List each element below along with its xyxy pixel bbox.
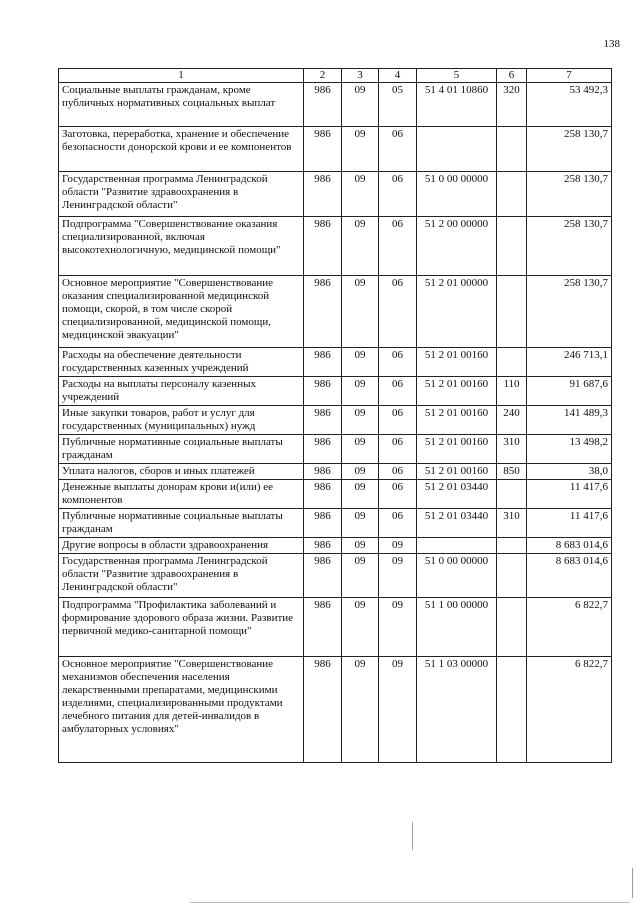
row-section-code: 09 xyxy=(342,348,379,377)
table-row xyxy=(59,657,612,763)
column-header: 7 xyxy=(527,69,612,83)
table-row xyxy=(59,538,612,554)
scan-artifact xyxy=(190,902,630,903)
row-expense-type xyxy=(497,276,527,348)
row-ministry-code: 986 xyxy=(304,83,342,127)
row-expense-type: 110 xyxy=(497,377,527,406)
row-amount: 258 130,7 xyxy=(527,127,612,172)
row-amount: 258 130,7 xyxy=(527,217,612,276)
row-amount: 11 417,6 xyxy=(527,480,612,509)
row-name: Заготовка, переработка, хранение и обеспечение безопасности донорской крови и ее компонентов xyxy=(59,127,304,172)
row-name: Расходы на обеспечение деятельности государственных казенных учреждений xyxy=(59,348,304,377)
table-row xyxy=(59,509,612,538)
column-header: 1 xyxy=(59,69,304,83)
row-section-code: 09 xyxy=(342,406,379,435)
row-section-code: 09 xyxy=(342,657,379,763)
row-name: Денежные выплаты донорам крови и(или) ее компонентов xyxy=(59,480,304,509)
row-name: Публичные нормативные социальные выплаты гражданам xyxy=(59,509,304,538)
column-header: 6 xyxy=(497,69,527,83)
row-name: Уплата налогов, сборов и иных платежей xyxy=(59,464,304,480)
row-subsection-code: 06 xyxy=(379,480,417,509)
row-name: Государственная программа Ленинградской области "Развитие здравоохранения в Ленинградской области" xyxy=(59,554,304,598)
row-target-article xyxy=(417,127,497,172)
row-section-code: 09 xyxy=(342,598,379,657)
table-row xyxy=(59,554,612,598)
row-subsection-code: 06 xyxy=(379,509,417,538)
row-ministry-code: 986 xyxy=(304,217,342,276)
row-name: Публичные нормативные социальные выплаты гражданам xyxy=(59,435,304,464)
row-amount: 258 130,7 xyxy=(527,172,612,217)
row-subsection-code: 06 xyxy=(379,172,417,217)
row-section-code: 09 xyxy=(342,217,379,276)
row-subsection-code: 06 xyxy=(379,348,417,377)
row-ministry-code: 986 xyxy=(304,348,342,377)
row-amount: 38,0 xyxy=(527,464,612,480)
table-row xyxy=(59,480,612,509)
row-name: Социальные выплаты гражданам, кроме публичных нормативных социальных выплат xyxy=(59,83,304,127)
row-name: Основное мероприятие "Совершенствование оказания специализированной медицинской помощи, скорой, в том числе скорой специализированной, медицинской помощи, медицинской эвакуации" xyxy=(59,276,304,348)
row-section-code: 09 xyxy=(342,172,379,217)
row-amount: 11 417,6 xyxy=(527,509,612,538)
row-section-code: 09 xyxy=(342,509,379,538)
row-subsection-code: 06 xyxy=(379,377,417,406)
row-amount: 258 130,7 xyxy=(527,276,612,348)
row-ministry-code: 986 xyxy=(304,406,342,435)
row-section-code: 09 xyxy=(342,435,379,464)
row-amount: 6 822,7 xyxy=(527,657,612,763)
row-expense-type xyxy=(497,172,527,217)
row-target-article: 51 2 01 00000 xyxy=(417,276,497,348)
row-subsection-code: 09 xyxy=(379,657,417,763)
row-expense-type: 320 xyxy=(497,83,527,127)
row-target-article: 51 2 00 00000 xyxy=(417,217,497,276)
row-ministry-code: 986 xyxy=(304,480,342,509)
row-amount: 8 683 014,6 xyxy=(527,554,612,598)
row-expense-type xyxy=(497,127,527,172)
row-name: Другие вопросы в области здравоохранения xyxy=(59,538,304,554)
row-amount: 246 713,1 xyxy=(527,348,612,377)
row-expense-type xyxy=(497,598,527,657)
row-amount: 8 683 014,6 xyxy=(527,538,612,554)
row-section-code: 09 xyxy=(342,480,379,509)
row-ministry-code: 986 xyxy=(304,127,342,172)
row-name: Расходы на выплаты персоналу казенных учреждений xyxy=(59,377,304,406)
row-expense-type: 310 xyxy=(497,435,527,464)
row-subsection-code: 06 xyxy=(379,127,417,172)
row-amount: 53 492,3 xyxy=(527,83,612,127)
column-header: 4 xyxy=(379,69,417,83)
row-target-article: 51 1 03 00000 xyxy=(417,657,497,763)
table-row xyxy=(59,172,612,217)
row-name: Иные закупки товаров, работ и услуг для государственных (муниципальных) нужд xyxy=(59,406,304,435)
table-row xyxy=(59,348,612,377)
row-section-code: 09 xyxy=(342,83,379,127)
row-subsection-code: 09 xyxy=(379,554,417,598)
row-ministry-code: 986 xyxy=(304,509,342,538)
row-subsection-code: 09 xyxy=(379,538,417,554)
row-ministry-code: 986 xyxy=(304,377,342,406)
row-ministry-code: 986 xyxy=(304,464,342,480)
row-name: Государственная программа Ленинградской области "Развитие здравоохранения в Ленинградской области" xyxy=(59,172,304,217)
row-subsection-code: 06 xyxy=(379,276,417,348)
table-row xyxy=(59,598,612,657)
row-amount: 6 822,7 xyxy=(527,598,612,657)
row-subsection-code: 06 xyxy=(379,406,417,435)
row-expense-type xyxy=(497,554,527,598)
row-subsection-code: 09 xyxy=(379,598,417,657)
row-target-article: 51 4 01 10860 xyxy=(417,83,497,127)
budget-table xyxy=(58,68,612,763)
row-expense-type xyxy=(497,538,527,554)
row-amount: 91 687,6 xyxy=(527,377,612,406)
table-row xyxy=(59,377,612,406)
row-ministry-code: 986 xyxy=(304,657,342,763)
table-row xyxy=(59,464,612,480)
row-ministry-code: 986 xyxy=(304,172,342,217)
row-target-article: 51 2 01 00160 xyxy=(417,406,497,435)
row-expense-type xyxy=(497,348,527,377)
row-target-article: 51 0 00 00000 xyxy=(417,554,497,598)
row-subsection-code: 06 xyxy=(379,435,417,464)
column-header: 3 xyxy=(342,69,379,83)
row-subsection-code: 06 xyxy=(379,217,417,276)
table-row xyxy=(59,83,612,127)
table-row xyxy=(59,127,612,172)
row-target-article: 51 2 01 03440 xyxy=(417,480,497,509)
scan-artifact xyxy=(632,868,633,898)
row-section-code: 09 xyxy=(342,554,379,598)
row-section-code: 09 xyxy=(342,127,379,172)
row-name: Подпрограмма "Совершенствование оказания специализированной, включая высокотехнологичную, медицинской помощи" xyxy=(59,217,304,276)
row-expense-type: 240 xyxy=(497,406,527,435)
row-target-article: 51 0 00 00000 xyxy=(417,172,497,217)
row-target-article: 51 2 01 03440 xyxy=(417,509,497,538)
row-ministry-code: 986 xyxy=(304,554,342,598)
row-ministry-code: 986 xyxy=(304,598,342,657)
row-ministry-code: 986 xyxy=(304,538,342,554)
column-header: 2 xyxy=(304,69,342,83)
row-subsection-code: 05 xyxy=(379,83,417,127)
table-header-row xyxy=(59,69,612,83)
row-name: Подпрограмма "Профилактика заболеваний и формирование здорового образа жизни. Развитие первичной медико-санитарной помощи" xyxy=(59,598,304,657)
table-row xyxy=(59,435,612,464)
row-section-code: 09 xyxy=(342,464,379,480)
table-row xyxy=(59,217,612,276)
row-name: Основное мероприятие "Совершенствование механизмов обеспечения населения лекарственными препаратами, медицинскими изделиями, специализированными продуктами лечебного питания для детей-инвалидов в амбулаторных условиях" xyxy=(59,657,304,763)
row-target-article: 51 2 01 00160 xyxy=(417,377,497,406)
scan-artifact xyxy=(412,822,413,850)
row-ministry-code: 986 xyxy=(304,435,342,464)
table-row xyxy=(59,276,612,348)
row-section-code: 09 xyxy=(342,377,379,406)
row-amount: 141 489,3 xyxy=(527,406,612,435)
row-subsection-code: 06 xyxy=(379,464,417,480)
row-ministry-code: 986 xyxy=(304,276,342,348)
row-expense-type: 310 xyxy=(497,509,527,538)
row-amount: 13 498,2 xyxy=(527,435,612,464)
row-section-code: 09 xyxy=(342,538,379,554)
page-number: 138 xyxy=(603,38,620,50)
row-expense-type: 850 xyxy=(497,464,527,480)
row-target-article xyxy=(417,538,497,554)
row-target-article: 51 2 01 00160 xyxy=(417,464,497,480)
table-row xyxy=(59,406,612,435)
row-expense-type xyxy=(497,480,527,509)
row-expense-type xyxy=(497,657,527,763)
column-header: 5 xyxy=(417,69,497,83)
row-expense-type xyxy=(497,217,527,276)
row-target-article: 51 2 01 00160 xyxy=(417,348,497,377)
row-section-code: 09 xyxy=(342,276,379,348)
row-target-article: 51 2 01 00160 xyxy=(417,435,497,464)
row-target-article: 51 1 00 00000 xyxy=(417,598,497,657)
